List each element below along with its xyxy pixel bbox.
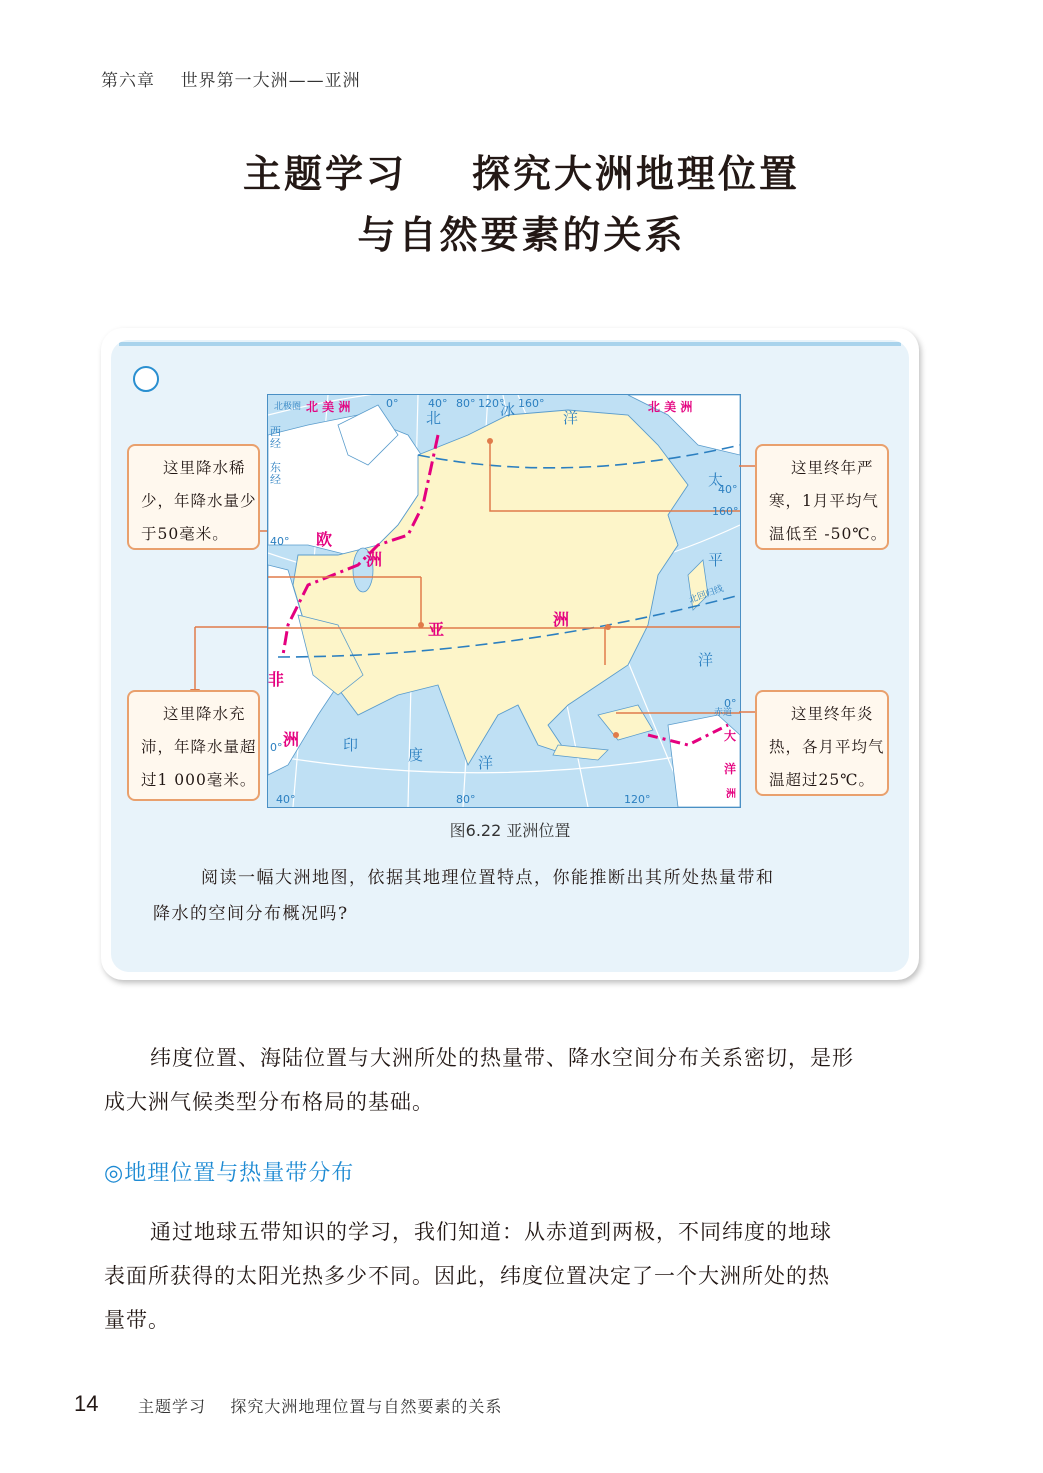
label-africa-2: 洲 (283, 730, 300, 749)
chapter-header: 第六章 世界第一大洲——亚洲 (101, 71, 361, 91)
label-oceania-3: 洲 (726, 789, 736, 800)
paragraph-2 (104, 1210, 924, 1342)
label-pacific-3: 洋 (698, 651, 714, 669)
callout-wet-line2: 沛，年降水量超 (141, 738, 257, 756)
deg-40-right: 40° (718, 483, 738, 496)
callout-arid-line1: 这里降水稀 (163, 459, 246, 477)
dot-arid (418, 622, 424, 628)
page-number: 14 (74, 1391, 99, 1416)
figure-question (153, 860, 883, 932)
label-pacific-1: 太 (708, 471, 724, 489)
deg-0-right: 0° (724, 697, 737, 710)
deg-0-left: 0° (270, 741, 283, 754)
label-equator: 赤道 (714, 708, 733, 718)
label-north-america-left: 北 美 洲 (306, 400, 351, 414)
label-indian-3: 洋 (478, 754, 494, 772)
label-europe-2: 洲 (366, 550, 383, 569)
callout-cold-line2: 寒，1月平均气 (769, 492, 879, 510)
figure-card (101, 328, 919, 980)
callout-arid (127, 444, 260, 550)
label-west-1: 西 (270, 425, 281, 438)
label-east-2: 经 (270, 473, 281, 486)
paragraph-1-line1: 纬度位置、海陆位置与大洲所处的热量带、降水空间分布关系密切，是形 (150, 1046, 854, 1070)
label-west-2: 经 (270, 437, 281, 450)
label-pacific-2: 平 (708, 551, 724, 569)
label-oceania-2: 洋 (724, 762, 737, 776)
question-line2: 降水的空间分布概况吗? (153, 904, 349, 924)
callout-arid-line3: 于50毫米。 (141, 525, 229, 543)
dot-cold (487, 438, 493, 444)
paragraph-1 (104, 1036, 924, 1124)
paragraph-2-line3: 量带。 (104, 1308, 170, 1332)
footer-title: 主题学习 探究大洲地理位置与自然要素的关系 (138, 1397, 503, 1416)
figure-caption: 图6.22 亚洲位置 (449, 821, 571, 840)
callout-wet-line3: 过1 000毫米。 (141, 771, 257, 789)
label-east-1: 东 (270, 461, 281, 474)
label-indian-2: 度 (408, 746, 424, 764)
deg-40-top: 40° (428, 397, 448, 410)
deg-80-top: 80° (456, 397, 476, 410)
deg-40-left: 40° (270, 535, 290, 548)
dot-wet (605, 624, 611, 630)
callout-hot-line1: 这里终年炎 (791, 705, 874, 723)
deg-160-top: 160° (518, 397, 545, 410)
label-tropic: 北回归线 (687, 584, 725, 606)
question-line1: 阅读一幅大洲地图，依据其地理位置特点，你能推断出其所处热量带和 (201, 868, 775, 888)
figure-panel (111, 340, 909, 972)
panel-top-bar (119, 342, 901, 346)
paragraph-1-line2: 成大洲气候类型分布格局的基础。 (104, 1090, 434, 1114)
label-north-america-right: 北 美 洲 (648, 400, 693, 414)
callout-hot-line3: 温超过25℃。 (769, 771, 876, 789)
label-arctic-1: 北 (426, 409, 442, 427)
section-heading: ◎地理位置与热量带分布 (104, 1161, 355, 1186)
label-arctic-2: 冰 (500, 401, 516, 419)
label-asia-1: 亚 (428, 620, 445, 639)
callout-cold-line1: 这里终年严 (791, 459, 874, 477)
paragraph-2-line2: 表面所获得的太阳光热多少不同。因此，纬度位置决定了一个大洲所处的热 (104, 1264, 830, 1288)
label-arctic-circle: 北极圈 (274, 402, 302, 412)
callout-arid-line2: 少，年降水量少 (141, 492, 257, 510)
callout-cold (755, 444, 889, 550)
callout-hot-line2: 热，各月平均气 (769, 738, 885, 756)
page-title-line2: 与自然要素的关系 (357, 213, 686, 257)
callout-wet-line1: 这里降水充 (163, 705, 246, 723)
label-arctic-3: 洋 (563, 409, 579, 427)
callout-cold-line3: 温低至 -50℃。 (769, 525, 888, 543)
page-title-line1: 主题学习 探究大洲地理位置 (243, 152, 800, 196)
deg-80-bottom: 80° (456, 793, 476, 806)
dot-hot (613, 732, 619, 738)
label-europe-1: 欧 (316, 530, 333, 549)
deg-40-bottom: 40° (276, 793, 296, 806)
asia-map (267, 394, 741, 808)
deg-0-top: 0° (386, 397, 399, 410)
asia-map-svg (268, 395, 740, 807)
callout-wet (127, 690, 260, 801)
deg-160-right: 160° (712, 505, 739, 518)
label-indian-1: 印 (343, 736, 359, 754)
label-oceania-1: 大 (724, 729, 737, 743)
deg-120-bottom: 120° (624, 793, 651, 806)
callout-hot (755, 690, 889, 796)
label-asia-2: 洲 (553, 610, 570, 629)
circle-marker-icon (133, 366, 159, 392)
paragraph-2-line1: 通过地球五带知识的学习，我们知道：从赤道到两极，不同纬度的地球 (150, 1220, 832, 1244)
label-africa-1: 非 (268, 670, 285, 689)
deg-120-top: 120° (478, 397, 505, 410)
